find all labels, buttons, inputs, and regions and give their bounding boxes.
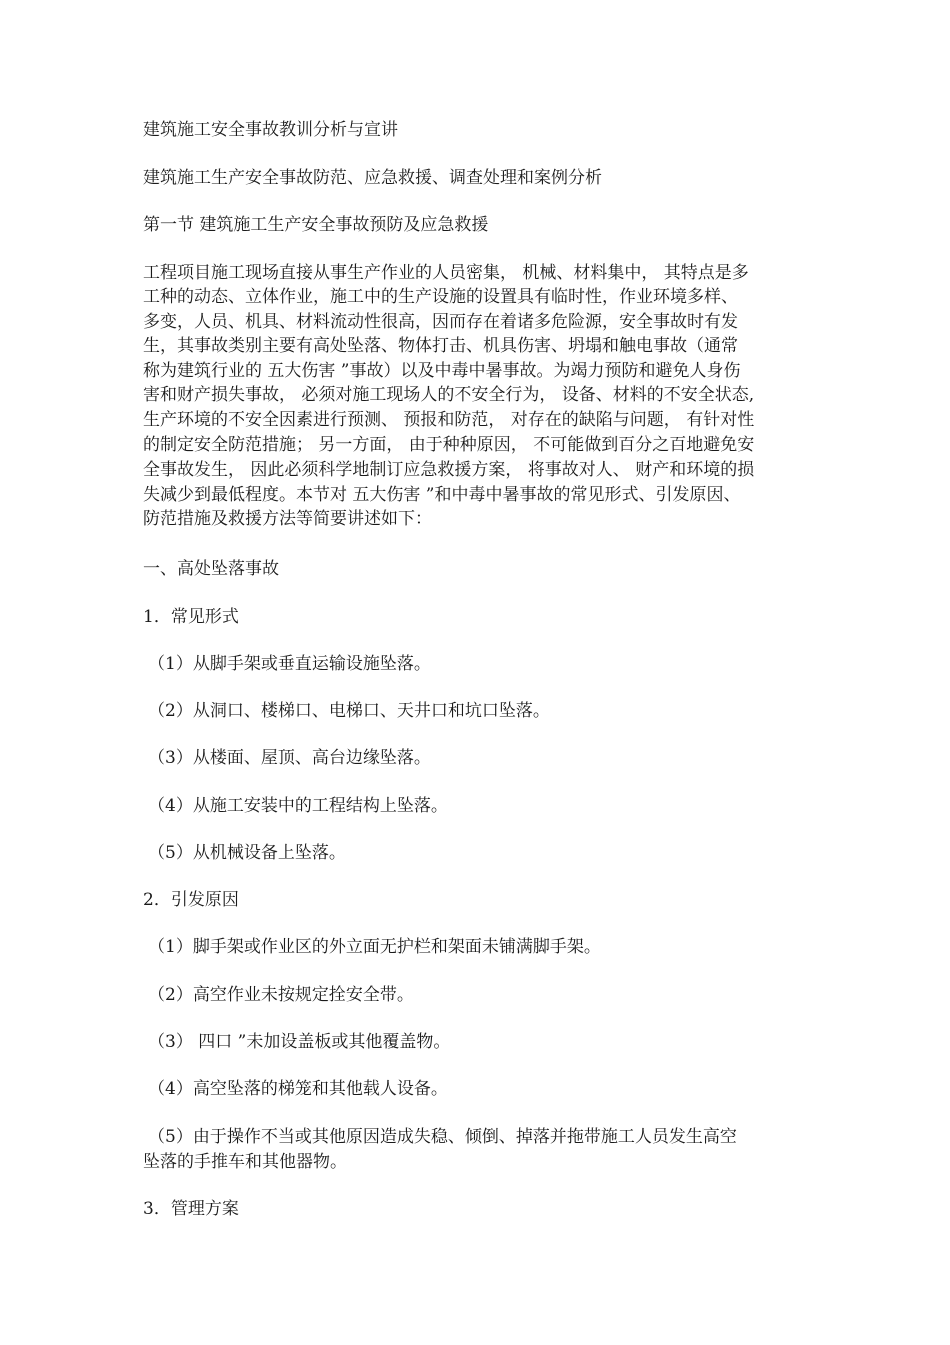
paragraph-line: 称为建筑行业的 五大伤害 ”事故）以及中毒中暑事故。为竭力预防和避免人身伤 bbox=[143, 361, 741, 381]
paragraph-line: 工种的动态、立体作业，施工中的生产设施的设置具有临时性，作业环境多样、 bbox=[143, 287, 738, 307]
list-item: （5）从机械设备上坠落。 bbox=[148, 843, 346, 863]
list-item: （5）由于操作不当或其他原因造成失稳、倾倒、掉落并拖带施工人员发生高空 bbox=[148, 1127, 737, 1147]
paragraph-line: 全事故发生， 因此必须科学地制订应急救援方案， 将事故对人、 财产和环境的损 bbox=[143, 460, 755, 480]
paragraph-line: 防范措施及救援方法等简要讲述如下： bbox=[143, 509, 432, 529]
list-item: （2）从洞口、楼梯口、电梯口、天井口和坑口坠落。 bbox=[148, 701, 550, 721]
document-title: 建筑施工安全事故教训分析与宣讲 bbox=[143, 120, 398, 140]
sub2-heading: 2．引发原因 bbox=[143, 890, 239, 910]
paragraph-line: 多变，人员、机具、材料流动性很高，因而存在着诸多危险源，安全事故时有发 bbox=[143, 312, 738, 332]
paragraph-line: 的制定安全防范措施； 另一方面， 由于种种原因， 不可能做到百分之百地避免安 bbox=[143, 435, 755, 455]
paragraph-line: 工程项目施工现场直接从事生产作业的人员密集， 机械、材料集中， 其特点是多 bbox=[143, 263, 749, 283]
section-heading: 第一节 建筑施工生产安全事故预防及应急救援 bbox=[143, 215, 489, 235]
list-item: （3）从楼面、屋顶、高台边缘坠落。 bbox=[148, 748, 431, 768]
list-item: （1）从脚手架或垂直运输设施坠落。 bbox=[148, 654, 431, 674]
paragraph-line: 失减少到最低程度。本节对 五大伤害 ”和中毒中暑事故的常见形式、引发原因、 bbox=[143, 485, 741, 505]
list-item: （1）脚手架或作业区的外立面无护栏和架面未铺满脚手架。 bbox=[148, 937, 601, 957]
paragraph-line: 生，其事故类别主要有高处坠落、物体打击、机具伤害、坍塌和触电事故（通常 bbox=[143, 336, 738, 356]
paragraph-line: 生产环境的不安全因素进行预测、 预报和防范， 对存在的缺陷与问题， 有针对性 bbox=[143, 410, 755, 430]
sub1-heading: 1．常见形式 bbox=[143, 607, 239, 627]
list-item-continuation: 坠落的手推车和其他器物。 bbox=[143, 1152, 347, 1172]
list-item: （2）高空作业未按规定拴安全带。 bbox=[148, 985, 414, 1005]
document-subtitle: 建筑施工生产安全事故防范、应急救援、调查处理和案例分析 bbox=[143, 168, 602, 188]
part1-heading: 一、高处坠落事故 bbox=[143, 559, 279, 579]
paragraph-line: 害和财产损失事故， 必须对施工现场人的不安全行为， 设备、材料的不安全状态, bbox=[143, 385, 755, 405]
list-item: （3） 四口 ”未加设盖板或其他覆盖物。 bbox=[148, 1032, 451, 1052]
list-item: （4）从施工安装中的工程结构上坠落。 bbox=[148, 796, 448, 816]
sub3-heading: 3．管理方案 bbox=[143, 1199, 239, 1219]
list-item: （4）高空坠落的梯笼和其他载人设备。 bbox=[148, 1079, 448, 1099]
